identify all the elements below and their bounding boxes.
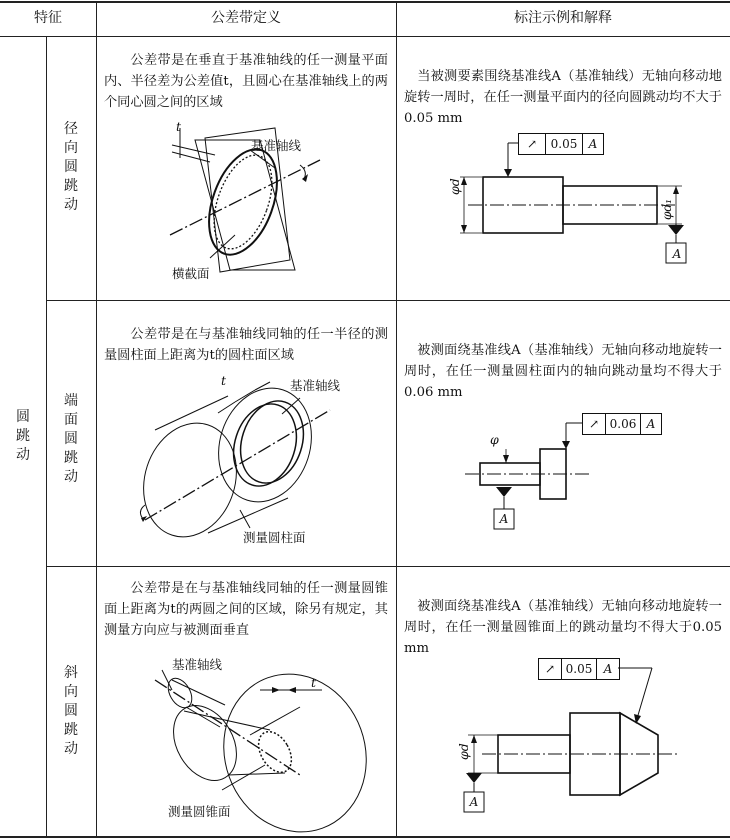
row2-example-text: 被测面绕基准线A（基准轴线）无轴向移动地旋转一周时，在任一测量圆柱面内的轴向跳动量均不得大于0.06 mm — [404, 343, 722, 400]
row1-axis-label: 基准轴线 — [251, 138, 302, 153]
row3-frame-value: 0.05 — [562, 659, 597, 679]
row1-frame-value: 0.05 — [546, 134, 583, 154]
row2-datum-box: A — [499, 512, 509, 526]
row2-frame-value: 0.06 — [606, 414, 641, 434]
row1-dim-d: φd — [447, 178, 462, 195]
row1-frame-datum: A — [588, 137, 598, 151]
row2-name: 端面圆跳动 — [64, 393, 78, 485]
row3-surface-label: 测量圆锥面 — [168, 804, 231, 819]
col-divider-0 — [46, 36, 47, 836]
row1-zone-figure — [100, 110, 396, 295]
row3-example-text: 被测面绕基准线A（基准轴线）无轴向移动地旋转一周时，在任一测量圆锥面上的跳动量均不得大于0.05 mm — [404, 599, 722, 656]
row1-definition: 公差带是在垂直于基准轴线的任一测量平面内、半径差为公差值t，且圆心在基准轴线上的两个同心圆之间的区域 — [104, 53, 388, 110]
row3-frame-datum: A — [603, 662, 613, 676]
row1-datum-box: A — [672, 247, 682, 261]
row2-dim-d: φ — [490, 432, 499, 447]
row3-dim-d: φd — [456, 743, 471, 760]
row1-name: 径向圆跳动 — [64, 121, 78, 213]
header-divider — [0, 36, 730, 37]
header-feature: 特征 — [34, 10, 62, 26]
runout-symbol-icon: ↗ — [583, 414, 606, 434]
group-label: 圆跳动 — [16, 409, 30, 463]
row1-t-label: t — [176, 119, 182, 134]
row3-t-label: t — [311, 675, 317, 690]
header-example: 标注示例和解释 — [514, 10, 612, 26]
runout-symbol-icon: ↗ — [539, 659, 562, 679]
header-definition: 公差带定义 — [211, 10, 281, 26]
row3-control-frame — [538, 658, 620, 680]
row1-dim-d1: φd₁ — [660, 199, 674, 220]
row2-t-label: t — [221, 373, 227, 388]
row2-axis-label: 基准轴线 — [290, 378, 341, 393]
col-divider-2 — [396, 1, 397, 836]
row1-section-label: 横截面 — [172, 266, 210, 281]
row3-datum-box: A — [469, 795, 479, 809]
row1-example-text: 当被测要素围绕基准线A（基准轴线）无轴向移动地旋转一周时，在任一测量平面内的径向圆跳动均不大于0.05 mm — [404, 69, 722, 126]
table-bottom-border — [0, 836, 730, 838]
row-divider-1 — [46, 300, 730, 301]
runout-symbol-icon: ↗ — [519, 134, 546, 154]
row-divider-2 — [46, 566, 730, 567]
row3-definition: 公差带是在与基准轴线同轴的任一测量圆锥面上距离为t的两圆之间的区域，除另有规定，其测量方向应与被测面垂直 — [104, 581, 388, 638]
row1-control-frame — [518, 133, 604, 155]
col-divider-1 — [96, 1, 97, 836]
row3-axis-label: 基准轴线 — [172, 657, 223, 672]
row3-name: 斜向圆跳动 — [64, 665, 78, 757]
row3-zone-figure — [100, 655, 396, 835]
row2-control-frame — [582, 413, 662, 435]
row2-surface-label: 测量圆柱面 — [243, 530, 306, 545]
row2-definition: 公差带是在与基准轴线同轴的任一半径的测量圆柱面上距离为t的圆柱面区域 — [104, 327, 388, 363]
row2-frame-datum: A — [646, 417, 656, 431]
